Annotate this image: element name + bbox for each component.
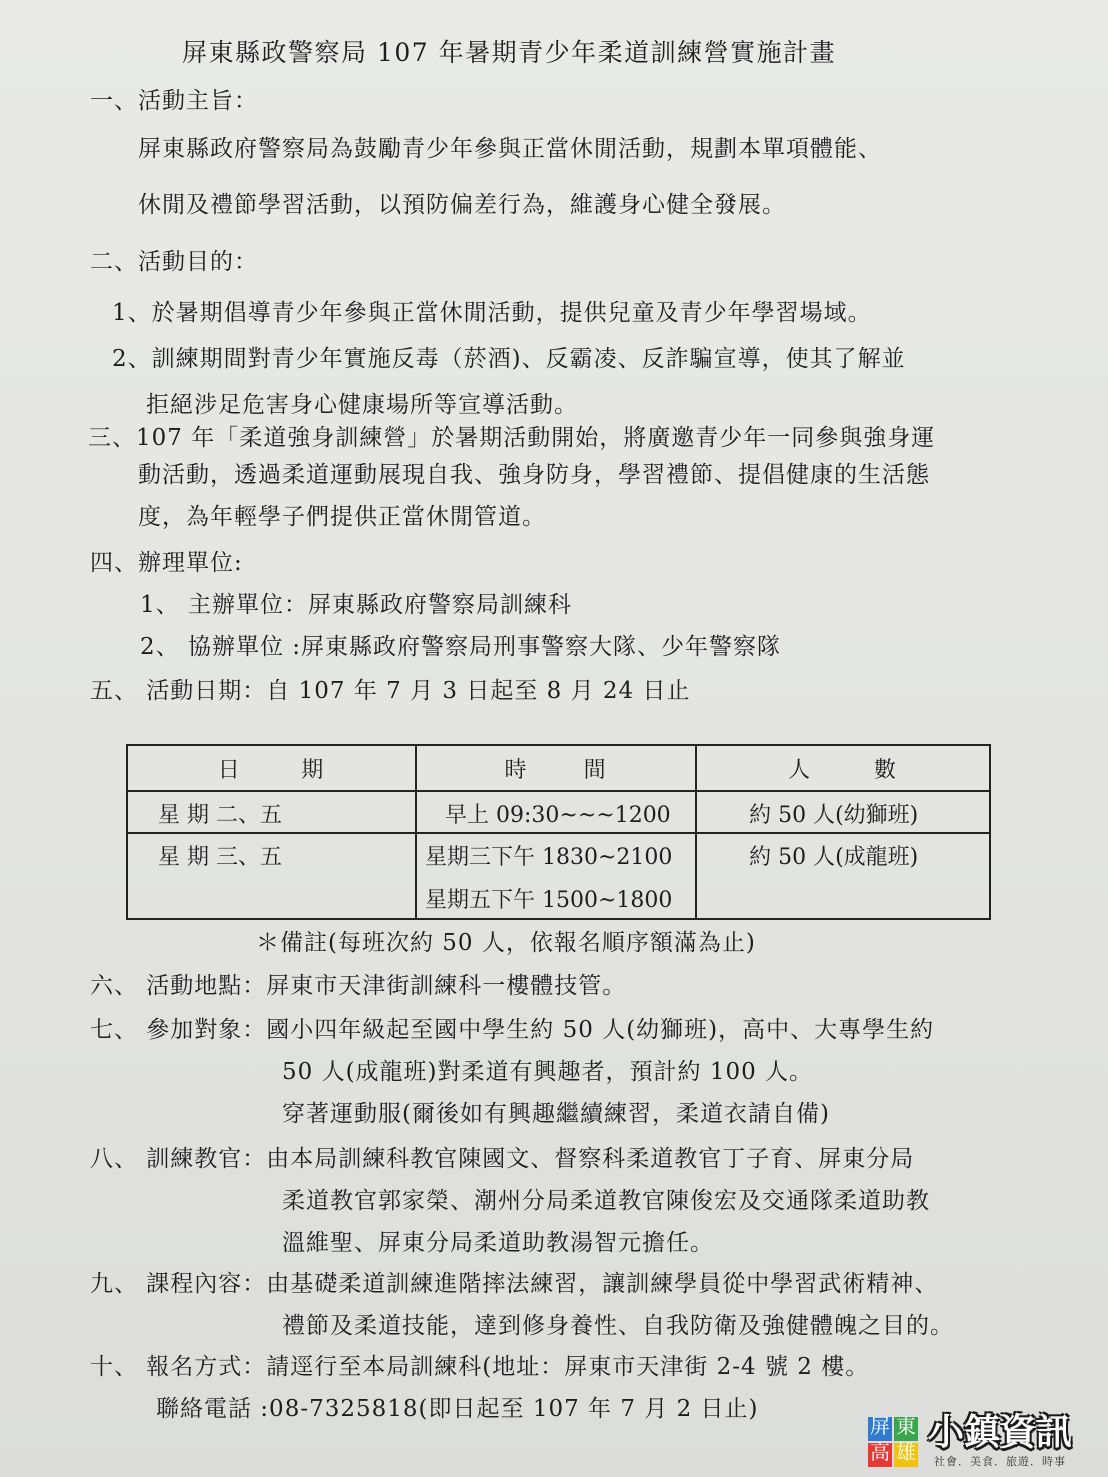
- section-4-item: 1、 主辦單位：屏東縣政府警察局訓練科: [140, 592, 572, 618]
- section-8-text: 柔道教官郭家榮、潮州分局柔道教官陳俊宏及交通隊柔道助教: [282, 1188, 930, 1214]
- section-3-text: 三、107 年「柔道強身訓練營」於暑期活動開始，將廣邀青少年一同參與強身運: [88, 425, 936, 451]
- section-4-heading: 四、辦理單位:: [90, 550, 243, 576]
- table-cell-time: 星期三下午 1830~2100 星期五下午 1500~1800: [416, 833, 696, 919]
- section-2-item: 拒絕涉足危害身心健康場所等宣導活動。: [146, 392, 578, 418]
- table-cell-people: 約 50 人(成龍班): [696, 833, 990, 919]
- table-note: ＊備註(每班次約 50 人，依報名順序額滿為止): [256, 930, 756, 956]
- section-1-heading: 一、活動主旨：: [90, 88, 258, 114]
- section-6-text: 六、 活動地點：屏東市天津街訓練科一樓體技管。: [90, 973, 627, 999]
- section-1-text: 休閒及禮節學習活動，以預防偏差行為，維護身心健全發展。: [138, 192, 786, 218]
- table-header-row: [127, 745, 990, 791]
- table-cell-date: 星 期 二、五: [127, 791, 416, 833]
- section-3-text: 度，為年輕學子們提供正當休閒管道。: [138, 504, 546, 530]
- section-7-text: 穿著運動服(爾後如有興趣繼續練習，柔道衣請自備): [282, 1101, 830, 1127]
- table-row: [127, 791, 990, 833]
- watermark-tagline: 社會．美食．旅遊．時事: [934, 1455, 1066, 1468]
- section-10-text: 十、 報名方式：請逕行至本局訓練科(地址：屏東市天津街 2-4 號 2 樓。: [90, 1354, 870, 1380]
- section-9-text: 九、 課程內容：由基礎柔道訓練進階摔法練習，讓訓練學員從中學習武術精神、: [90, 1271, 939, 1297]
- section-4-item: 2、 協辦單位 :屏東縣政府警察局刑事警察大隊、少年警察隊: [140, 634, 782, 660]
- header-people: 人 數: [696, 745, 990, 791]
- header-time: 時 間: [416, 745, 696, 791]
- schedule-table: [126, 744, 991, 920]
- watermark-logo: [866, 1412, 1098, 1470]
- section-7-text: 50 人(成龍班)對柔道有興趣者，預計約 100 人。: [282, 1059, 814, 1085]
- section-3-text: 動活動，透過柔道運動展現自我、強身防身，學習禮節、提倡健康的生活態: [138, 462, 930, 488]
- section-9-text: 禮節及柔道技能，達到修身養性、自我防衛及強健體魄之目的。: [282, 1313, 954, 1339]
- table-cell-time: 早上 09:30~~~1200: [416, 791, 696, 833]
- header-date: 日 期: [127, 745, 416, 791]
- table-row: [127, 833, 990, 919]
- watermark-badge-icon: 屏東高雄: [866, 1413, 922, 1469]
- section-2-item: 1、於暑期倡導青少年參與正當休閒活動，提供兒童及青少年學習場域。: [112, 300, 872, 326]
- table-cell-people: 約 50 人(幼獅班): [696, 791, 990, 833]
- watermark-name: 小鎮資訊: [928, 1412, 1073, 1453]
- section-8-text: 八、 訓練教官：由本局訓練科教官陳國文、督察科柔道教官丁子育、屏東分局: [90, 1146, 915, 1172]
- section-2-heading: 二、活動目的：: [90, 249, 258, 275]
- table-cell-date: 星 期 三、五: [127, 833, 416, 919]
- section-5-text: 五、 活動日期：自 107 年 7 月 3 日起至 8 月 24 日止: [90, 678, 691, 704]
- section-2-item: 2、訓練期間對青少年實施反毒（菸酒)、反霸凌、反詐騙宣導，使其了解並: [112, 346, 906, 372]
- section-8-text: 溫維聖、屏東分局柔道助教湯智元擔任。: [282, 1230, 714, 1256]
- section-7-text: 七、 參加對象：國小四年級起至國中學生約 50 人(幼獅班)，高中、大專學生約: [90, 1017, 935, 1043]
- section-10-text: 聯絡電話 :08-7325818(即日起至 107 年 7 月 2 日止): [156, 1396, 759, 1422]
- section-1-text: 屏東縣政府警察局為鼓勵青少年參與正當休閒活動，規劃本單項體能、: [138, 136, 882, 162]
- document-title: 屏東縣政警察局 107 年暑期青少年柔道訓練營實施計畫: [182, 38, 837, 67]
